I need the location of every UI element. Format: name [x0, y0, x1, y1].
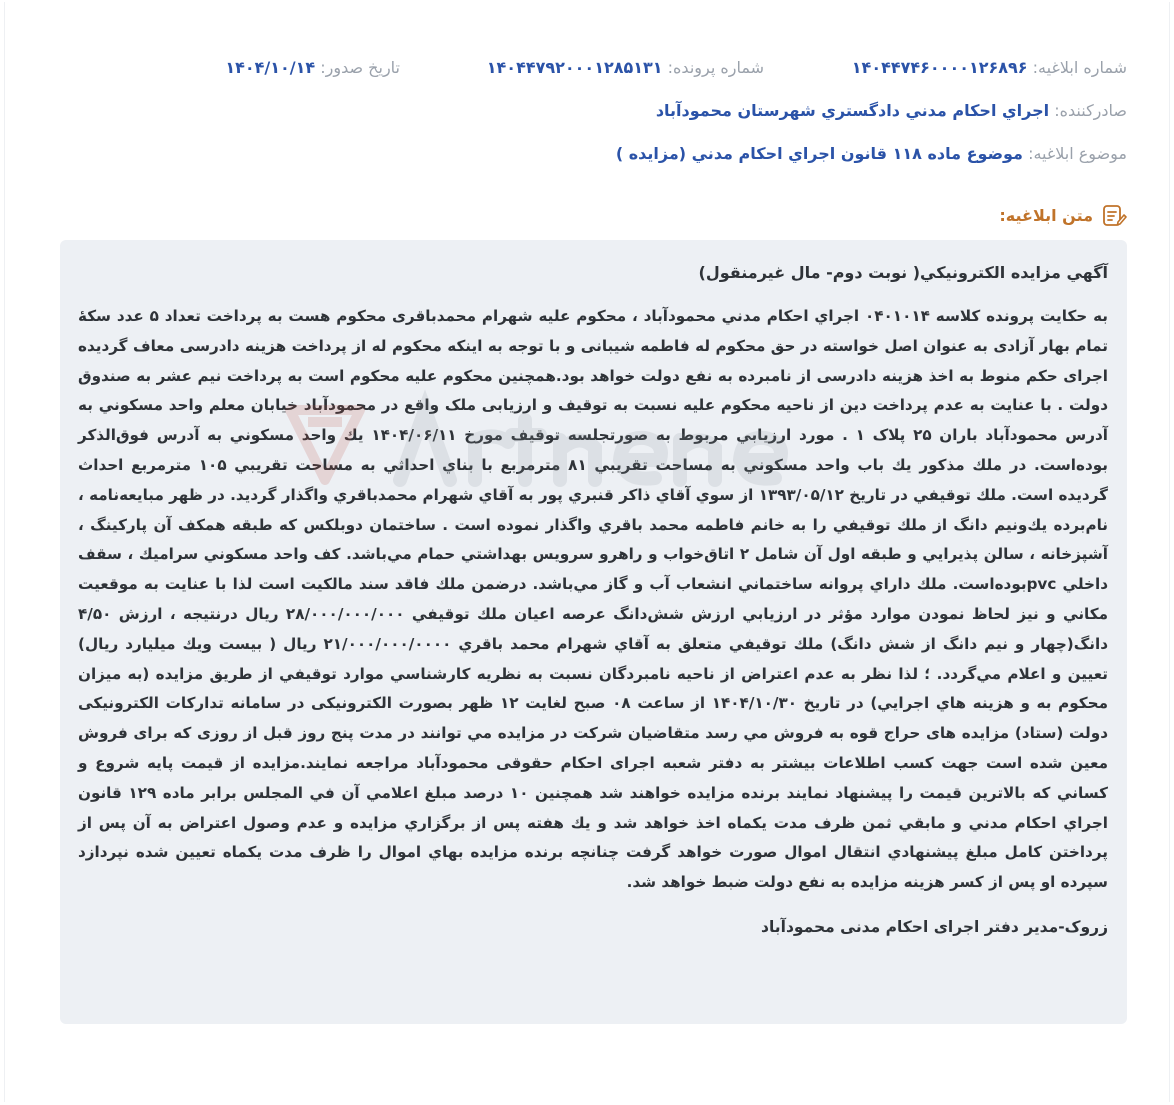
- notification-number-label: شماره ابلاغيه:: [1032, 58, 1127, 77]
- case-number-value: ۱۴۰۴۴۷۹۲۰۰۰۱۲۸۵۱۳۱: [486, 58, 663, 77]
- issue-date: [225, 56, 400, 80]
- notification-number: [852, 56, 1127, 80]
- subject-label: موضوع ابلاغيه:: [1028, 144, 1127, 163]
- issue-date-value: ۱۴۰۴/۱۰/۱۴: [225, 58, 316, 77]
- case-number: [487, 56, 764, 80]
- meta-row-issuer: [60, 99, 1127, 123]
- meta-row-subject: [60, 142, 1127, 166]
- subject-value: موضوع ماده ۱۱۸ قانون اجراي احکام مدني (مزايده ): [615, 144, 1023, 163]
- issuer-label: صادرکننده:: [1054, 101, 1127, 120]
- auction-notice-signature: زروک-مدير دفتر اجرای احکام مدنی محمودآباد: [761, 917, 1108, 936]
- meta-row-numbers: [60, 56, 1127, 80]
- notice-text-title: متن ابلاغيه:: [999, 205, 1093, 225]
- auction-notice-body: به حکايت پرونده کلاسه ۰۴۰۱۰۱۴ اجراي احکام مدني محمودآباد ، محکوم عليه شهرام محمدباقری محکوم هست به پرداخت تعداد ۵ عدد سکۀ تمام بهار آزادی به عنوان اصل خواسته در حق محکوم له فاطمه شيبانی و با توجه به اينکه محکوم له از پرداخت هزينه دادرسی معاف گرديده اجرای حکم منوط به اخذ هزينه دادرسی از نامبرده به نفع دولت خواهد بود.همچنين محکوم عليه محکوم است به پرداخت نيم عشر به صندوق دولت . با عنايت به عدم پرداخت دين از ناحيه محکوم عليه نسبت به توقيف و ارزيابی ملک واقع در محمودآباد خيابان معلم واحد مسکوني به آدرس محمودآباد باران ۲۵ پلاک ۱ . مورد ارزيابي مربوط به صورتجلسه توقيف مورخ ۱۴۰۴/۰۶/۱۱ يك واحد مسكوني به آدرس فوق‌الذكر بوده‌است. در ملك مذكور يك باب واحد مسكوني به مساحت تقريبي ۸۱ مترمربع با بناي احداثي به مساحت تقريبي ۱۰۵ مترمربع احداث گرديده است. ملك توقيفي در تاريخ ۱۳۹۳/۰۵/۱۲ از سوي آقاي ذاكر قنبري پور به آقاي شهرام محمدباقري واگذار گرديد. در ظهر مبايعه‌نامه ، نام‌برده يك‌ونيم دانگ از ملك توقيفي را به خانم فاطمه محمد باقري واگذار نموده است . ساختمان دوبلکس که طبقه همکف آن پارکينگ ، آشپزخانه ، سالن پذيرايي و طبقه اول آن شامل ۲ اتاق‌خواب و راهرو سرويس بهداشتي حمام مي‌باشد. كف واحد مسكوني سراميك ، سقف داخلي pvcبوده‌است. ملك داراي پروانه ساختماني انشعاب آب و گاز مي‌باشد. درضمن ملك فاقد سند مالكيت است لذا با عنايت به موقعيت مكاني و نيز لحاظ نمودن موارد مؤثر در ارزيابي ارزش شش‌دانگ عرصه اعيان ملك توقيفي ۲۸/۰۰۰/۰۰۰/۰۰۰ ريال درنتيجه ، ارزش ۴/۵۰ دانگ(چهار و نيم دانگ از شش دانگ) ملك توقيفي متعلق به آقاي شهرام محمد باقري ۲۱/۰۰۰/۰۰۰/۰۰۰۰ ريال ( بيست ويك ميليارد ريال) تعيين و اعلام مي‌گردد. ؛ لذا نظر به عدم اعتراض از ناحيه نامبردگان نسبت به نظريه كارشناسي موارد توقيفي از طريق مزايده (به ميزان محکوم به و هزينه هاي اجرايي) در تاريخ ۱۴۰۴/۱۰/۳۰ از ساعت ۰۸ صبح لغايت ۱۲ ظهر بصورت الکترونيکی در سامانه تدارکات الکترونيکی دولت (ستاد) مزايده های حراج قوه به فروش مي رسد متقاضيان شرکت در مزايده مي توانند در مدت پنج روز قبل از روزی که برای فروش معين شده است جهت کسب اطلاعات بيشتر به دفتر شعبه اجرای احکام حقوقی محمودآباد مراجعه نمايند.مزايده از قيمت پايه شروع و کساني که بالاترين قيمت را پيشنهاد نمايند برنده مزايده خواهند شد همچنين ۱۰ درصد مبلغ اعلامي آن في المجلس برابر ماده ۱۲۹ قانون اجراي احکام مدني و مابقي ثمن ظرف مدت يکماه اخذ خواهد شد و يك هفته پس از برگزاري مزايده و عدم وصول اعتراض به آن پس از پرداختن کامل مبلغ پيشنهادي انتقال اموال صورت خواهد گرفت چنانچه برنده مزايده بهاي اموال را ظرف مدت يکماه تعيين شده نپردازد سپرده او پس از کسر هزينه مزايده به نفع دولت ضبط خواهد شد.: [78, 307, 1108, 892]
- notification-number-value: ۱۴۰۴۴۷۴۶۰۰۰۰۱۲۶۸۹۶: [851, 58, 1028, 77]
- document-edit-icon: [1101, 202, 1127, 228]
- notice-text-heading: [999, 202, 1127, 228]
- case-number-label: شماره پرونده:: [667, 58, 764, 77]
- notice-content-box: [60, 240, 1127, 1024]
- issue-date-label: تاريخ صدور:: [320, 58, 400, 77]
- auction-notice-title: آگهي مزايده الکترونيکي( نوبت دوم- مال غيرمنقول): [698, 263, 1108, 282]
- issuer-value: اجراي احکام مدني دادگستري شهرستان محمودآباد: [655, 101, 1050, 120]
